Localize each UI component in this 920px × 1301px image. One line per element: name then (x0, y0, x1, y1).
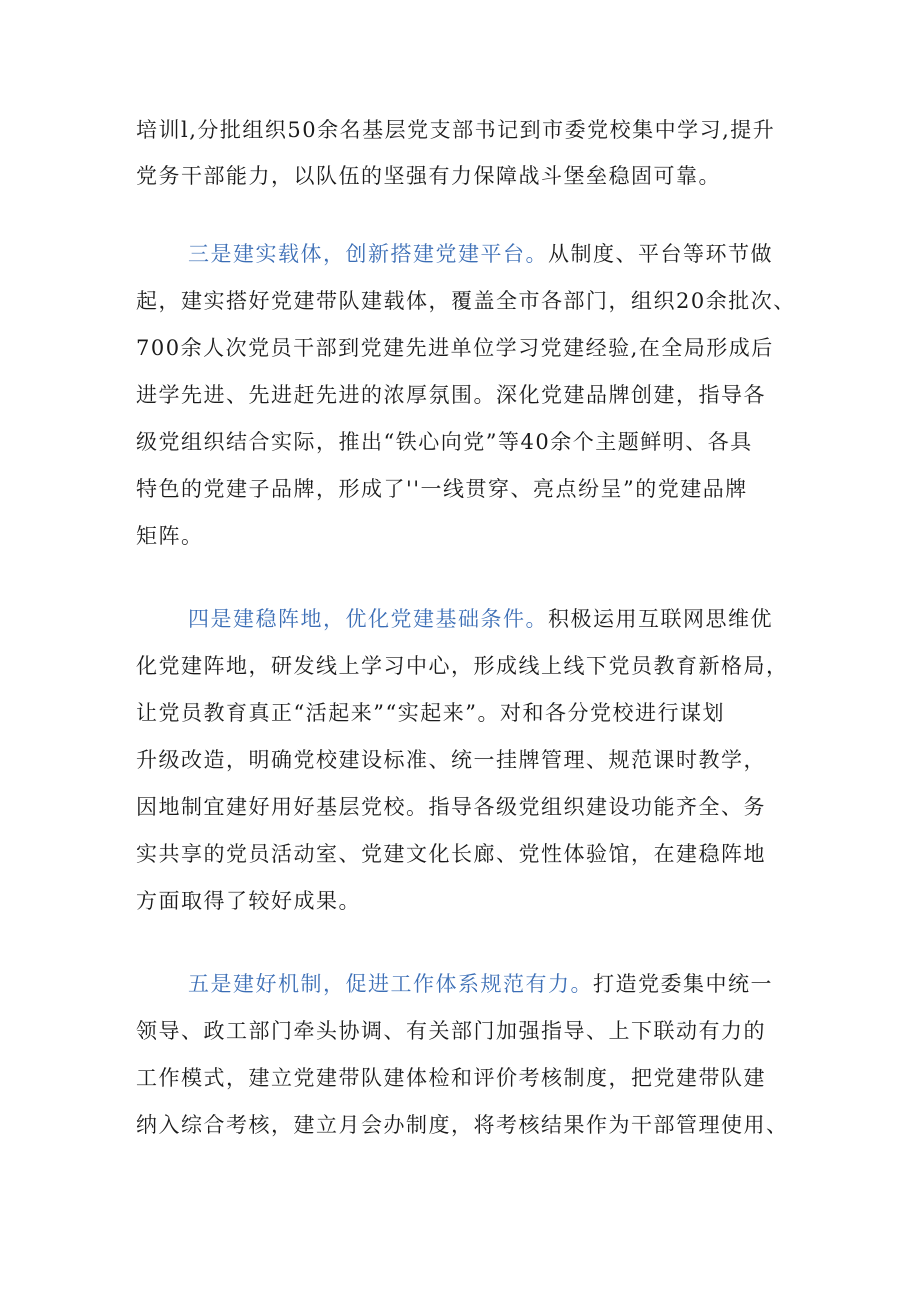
text-line: 升级改造，明确党校建设标准、统一挂牌管理、规范课时教学， (136, 748, 766, 772)
text-line-first (188, 970, 773, 998)
text-line: 起，建实搭好党建带队建载体，覆盖全市各部门，组织20余批次、 (136, 289, 796, 313)
section-heading: 五是建好机制，促进工作体系规范有力。 (188, 972, 593, 996)
section-heading: 四是建稳阵地，优化党建基础条件。 (188, 607, 548, 631)
text-line: 化党建阵地，研发线上学习中心，形成线上线下党员教育新格局， (136, 654, 789, 678)
text-line: 矩阵。 (136, 524, 204, 548)
section-heading: 三是建实载体，创新搭建党建平台。 (188, 242, 548, 266)
text-line: 进学先进、先进赶先进的浓厚氛围。深化党建品牌创建，指导各 (136, 383, 766, 407)
text-line: 让党员教育真正“活起来”“实起来”。对和各分党校进行谋划 (136, 701, 725, 725)
text-line: 特色的党建子品牌，形成了''一线贯穿、亮点纷呈”的党建品牌 (136, 477, 748, 501)
text-line: 培训l,分批组织50余名基层党支部书记到市委党校集中学习,提升 (136, 118, 776, 142)
text-run: 打造党委集中统一 (593, 972, 773, 996)
text-line: 700余人次党员干部到党建先进单位学习党建经验,在全局形成后 (136, 336, 774, 360)
text-run: 从制度、平台等环节做 (548, 242, 773, 266)
text-line-first (188, 605, 773, 633)
text-line-first (188, 240, 773, 268)
text-line: 方面取得了较好成果。 (136, 889, 361, 913)
text-run: 积极运用互联网思维优 (548, 607, 773, 631)
text-line: 实共享的党员活动室、党建文化长廊、党性体验馆，在建稳阵地 (136, 842, 766, 866)
text-line: 领导、政工部门牵头协调、有关部门加强指导、上下联动有力的 (136, 1019, 766, 1043)
text-line: 因地制宜建好用好基层党校。指导各级党组织建设功能齐全、务 (136, 795, 766, 819)
text-line: 工作模式，建立党建带队建体检和评价考核制度，把党建带队建 (136, 1066, 766, 1090)
text-line: 纳入综合考核，建立月会办制度，将考核结果作为干部管理使用、 (136, 1113, 789, 1137)
text-line: 党务干部能力，以队伍的坚强有力保障战斗堡垒稳固可靠。 (136, 164, 721, 188)
text-line: 级党组织结合实际，推出“铁心向党”等40余个主题鲜明、各具 (136, 430, 753, 454)
